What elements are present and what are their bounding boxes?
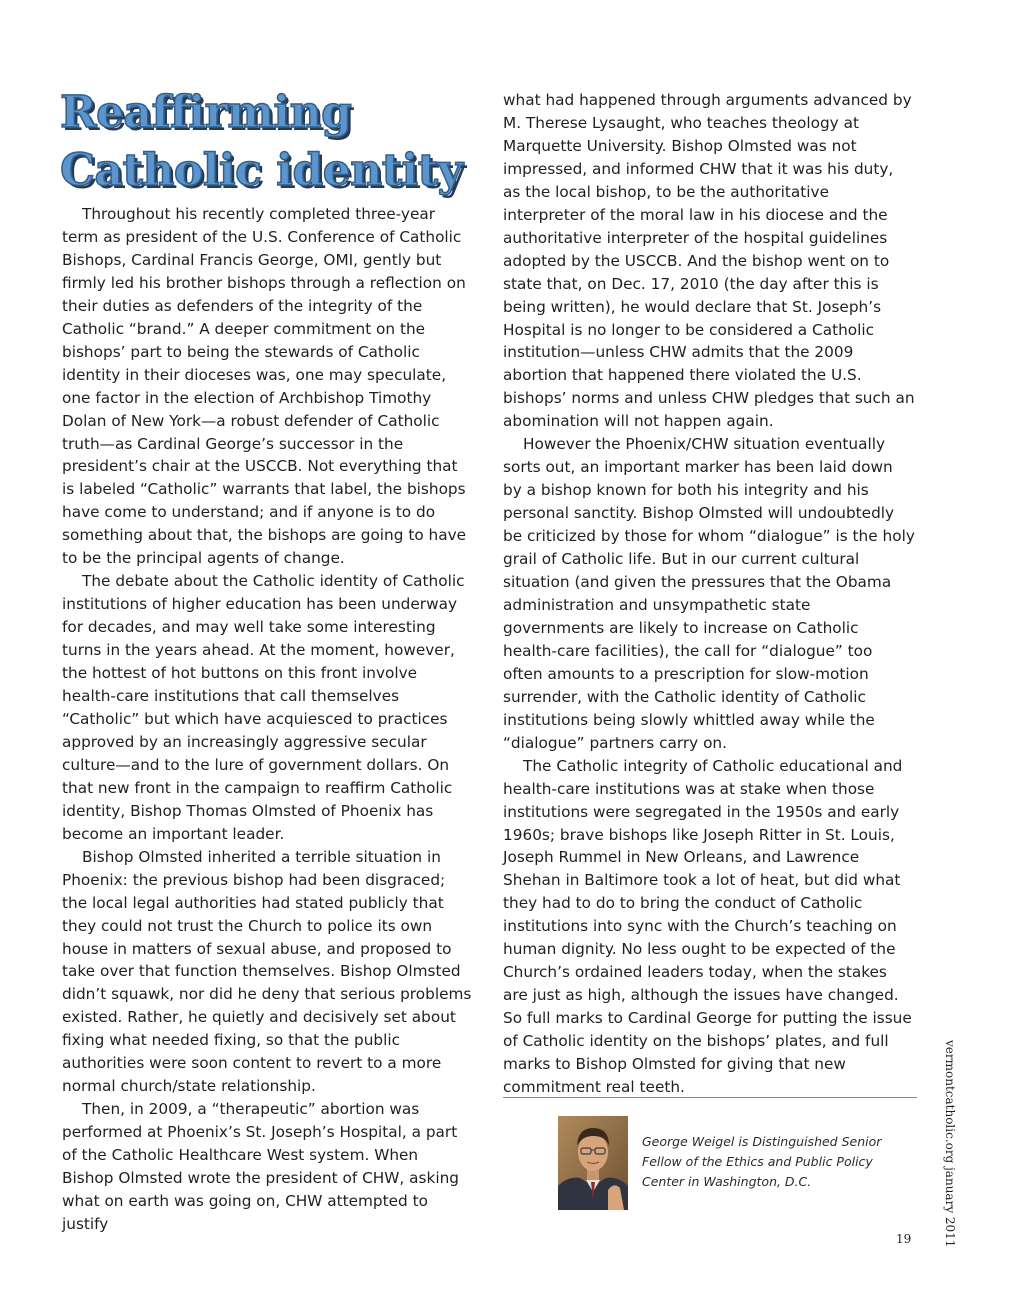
author-photo — [558, 1116, 628, 1210]
paragraph: Bishop Olmsted inherited a terrible situation in Phoenix: the previous bishop had been disgraced; the local legal authorities had stated publicly that they could not trust the Church to police its own house in matters of sexual abuse, and proposed to take over that function themselves. Bishop Olmsted didn’t squawk, nor did he deny that serious problems existed. Rather, he quietly and decisively set about fixing what needed fixing, so that the public authorities were soon content to revert to a more normal church/state relationship. — [62, 847, 472, 1096]
divider-rule — [503, 1097, 917, 1098]
paragraph: The Catholic integrity of Catholic educational and health-care institutions was at stake when those institutions were segregated in the 1950s and early 1960s; brave bishops like Joseph Ritter in St. Louis, Joseph Rummel in New Orleans, and Lawrence Shehan in Baltimore took a lot of heat, but did what they had to do to bring the conduct of Catholic institutions into sync with the Church’s teaching on human dignity. No less ought to be expected of the Church’s ordained leaders today, when the stakes are just as high, although the issues have changed. So full marks to Cardinal George for putting the issue of Catholic identity on the bishops’ plates, and full marks to Bishop Olmsted for giving that new commitment real teeth. — [503, 756, 912, 1096]
paragraph: The debate about the Catholic identity of Catholic institutions of higher education has been underway for decades, and may well take some interesting turns in the years ahead. At the moment, however, the hottest of hot buttons on this front involve health-care institutions that call themselves “Catholic” but which have acquiesced to practices approved by an increasingly aggressive secular culture—and to the lure of government dollars. On that new front in the campaign to reaffirm Catholic identity, Bishop Thomas Olmsted of Phoenix has become an important leader. — [62, 572, 465, 843]
paragraph: Throughout his recently completed three-year term as president of the U.S. Conference of Catholic Bishops, Cardinal Francis George, OMI, gently but firmly led his brother bishops through a reflection on their duties as defenders of the integrity of the Catholic “brand.” A deeper commitment on the bishops’ part to being the stewards of Catholic identity in their dioceses was, one may speculate, one factor in the election of Archbishop Timothy Dolan of New York—a robust defender of Catholic truth—as Cardinal George’s successor in the president’s chair at the USCCB. Not everything that is labeled “Catholic” warrants that label, the bishops have come to understand; and if anyone is to do something about that, the bishops are going to have to be the principal agents of change. — [62, 205, 467, 568]
author-bio: George Weigel is Distinguished Senior Fellow of the Ethics and Public Policy Center in Washington, D.C. — [642, 1134, 882, 1189]
right-column — [503, 89, 915, 1099]
page-number: 19 — [896, 1232, 912, 1246]
paragraph: what had happened through arguments advanced by M. Therese Lysaught, who teaches theology at Marquette University. Bishop Olmsted was not impressed, and informed CHW that it was his duty, as the local bishop, to be the authoritative interpreter of the moral law in his diocese and the authoritative interpreter of the hospital guidelines adopted by the USCCB. And the bishop went on to state that, on Dec. 17, 2010 (the day after this is being written), he would declare that St. Joseph’s Hospital is no longer to be considered a Catholic institution—unless CHW admits that the 2009 abortion that happened there violated the U.S. bishops’ norms and unless CHW pledges that such an abomination will not happen again. — [503, 91, 915, 431]
paragraph: Then, in 2009, a “therapeutic” abortion was performed at Phoenix’s St. Joseph’s Hospital, a part of the Catholic Healthcare West system. When Bishop Olmsted wrote the president of CHW, asking what on earth was going on, CHW attempted to justify — [62, 1100, 460, 1233]
paragraph: However the Phoenix/CHW situation eventually sorts out, an important marker has been laid down by a bishop known for both his integrity and his personal sanctity. Bishop Olmsted will undoubtedly be criticized by those for whom “dialogue” is the holy grail of Catholic life. But in our current cultural situation (and given the pressures that the Obama administration and unsympathetic state governments are likely to increase on Catholic health-care facilities), the call for “dialogue” too often amounts to a prescription for slow-motion surrender, with the Catholic identity of Catholic institutions being slowly whittled away while the “dialogue” partners carry on. — [503, 435, 915, 752]
left-column — [62, 203, 474, 1236]
title-line-1: Reaffirming — [60, 87, 352, 138]
article-title — [60, 84, 480, 200]
footer-url-date: vermontcatholic.org january 2011 — [943, 1040, 957, 1248]
title-line-2: Catholic identity — [60, 145, 463, 196]
